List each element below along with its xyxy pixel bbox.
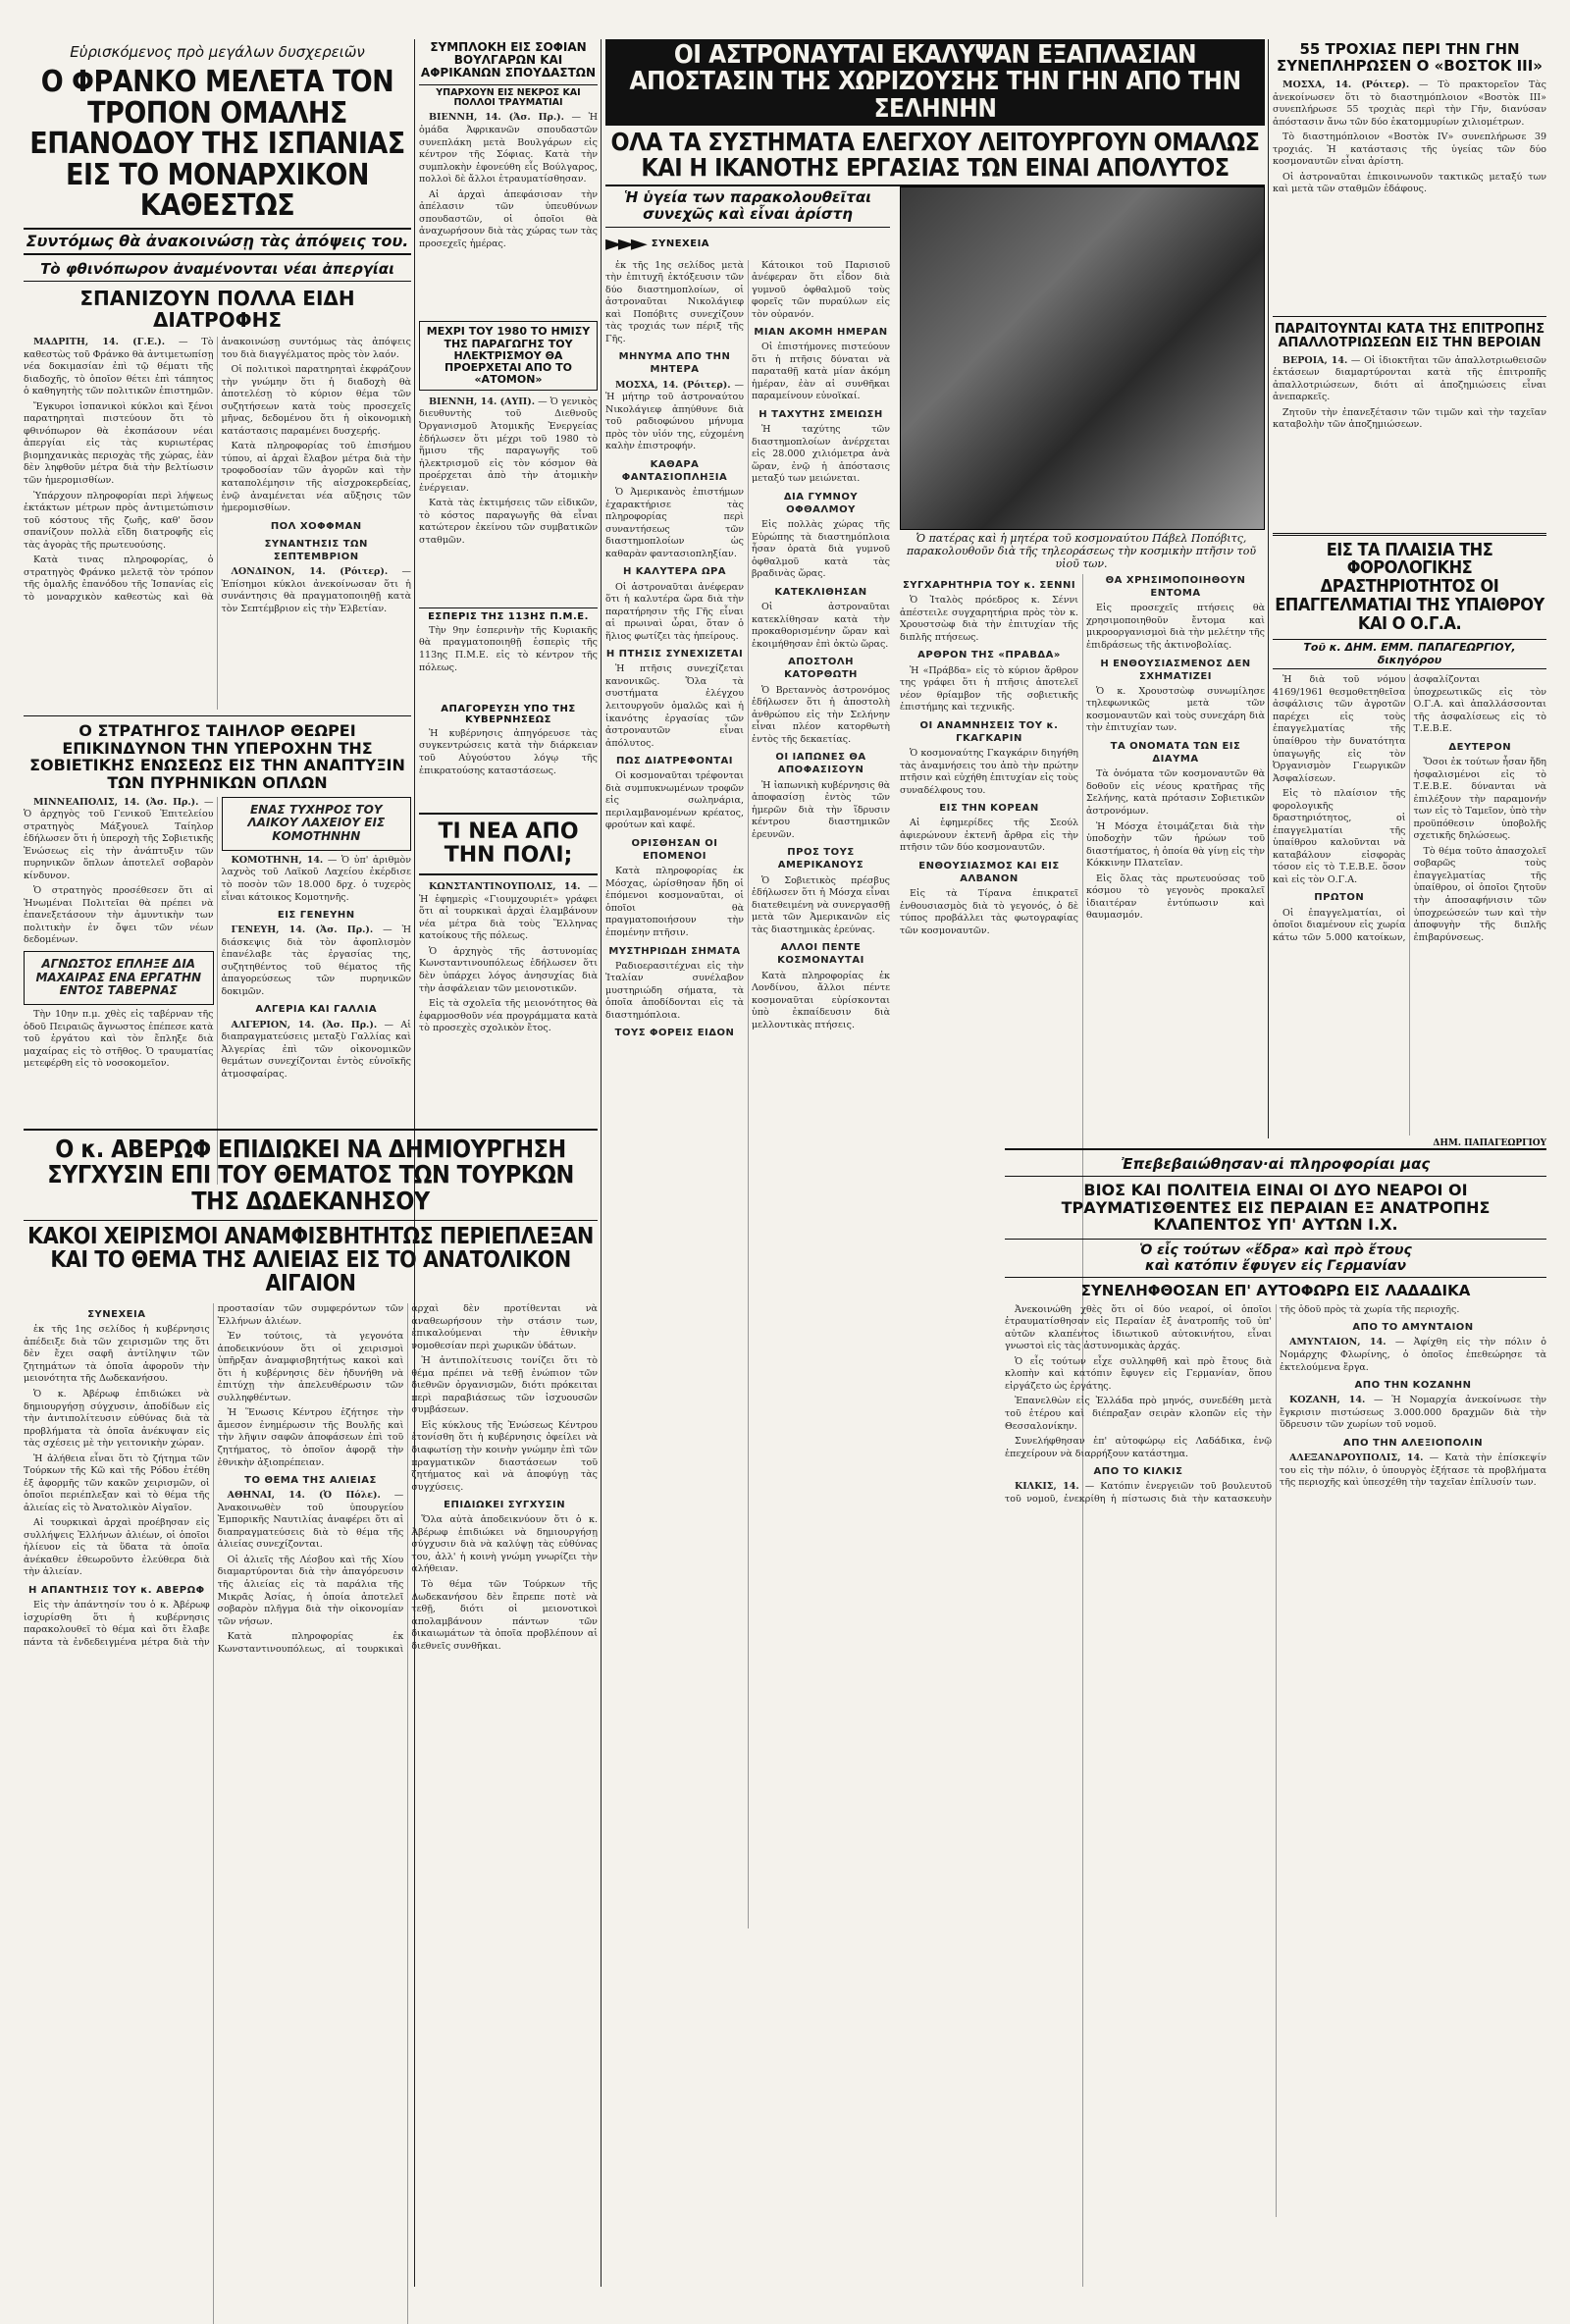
section-heading: ΠΡΟΣ ΤΟΥΣ ΑΜΕΡΙΚΑΝΟΥΣ bbox=[777, 847, 864, 872]
section-heading: ΕΙΣ ΤΗΝ ΚΟΡΕΑΝ bbox=[939, 803, 1039, 815]
peraia-article bbox=[1005, 1148, 1546, 2295]
section-heading: ΠΡΩΤΟΝ bbox=[1314, 892, 1365, 904]
dateline: ΜΙΝΝΕΑΠΟΛΙΣ, 14. (Ἀσ. Πρ.). bbox=[33, 796, 199, 808]
section-heading: ΚΑΤΕΚΛΙΘΗΣΑΝ bbox=[774, 586, 867, 598]
section-heading: ΜΥΣΤΗΡΙΩΔΗ ΣΗΜΑΤΑ bbox=[608, 945, 741, 957]
section-heading: Η ΤΑΧΥΤΗΣ ΣΜΕΙΩΣΗ bbox=[759, 409, 883, 420]
sofia-body: ΒΙΕΝΝΗ, 14. (Ἀσ. Πρ.). — Ἡ ὀμάδα Ἀφρικανῶν σπουδαστῶν συνεπλάκη μετὰ Βουλγάρων εἰς κέντρον τῆς Σόφιας. Κατὰ τὴν συμπλοκὴν ἐφονεύθη εἷς Βούλγαρος, πολλοὶ δὲ ἄλλοι ἐτραυματίσθησαν. Αἱ ἀρχαὶ ἀπεφάσισαν τὴν ἀπέλασιν τῶν ὑπευθύνων σπουδαστῶν, οἱ ὁποῖοι θὰ ἀναχωρήσουν διὰ τὰς χώρας των τὰς προσεχεῖς ἡμέρας. bbox=[419, 112, 599, 249]
continued-label: ΣΥΝΕΧΕΙΑ bbox=[651, 238, 710, 249]
tax-byline: Τοῦ κ. ΔΗΜ. ΕΜΜ. ΠΑΠΑΓΕΩΡΓΙΟΥ, δικηγόρου bbox=[1273, 639, 1546, 669]
veroia-body: ΒΕΡΟΙΑ, 14. — Οἱ ἰδιοκτῆται τῶν ἀπαλλοτριωθεισῶν ἐκτάσεων διαμαρτύρονται κατὰ τῆς ἐπιτροπῆς ἀπαλλοτριώσεων, διότι αἱ ἀποζημιώσεις εἶναι ἀνεπαρκεῖς. Ζητοῦν τὴν ἐπανεξέτασιν τῶν τιμῶν καὶ τὴν ταχεῖαν καταβολὴν τῶν ἀποζημιώσεων. bbox=[1273, 354, 1546, 431]
ban-body: Ἡ κυβέρνησις ἀπηγόρευσε τὰς συγκεντρώσεις κατὰ τὴν διάρκειαν τοῦ Αὐγούστου λόγῳ τῆς ἐπικρατούσης καταστάσεως. bbox=[419, 727, 598, 776]
astronauts-headline: ΟΙ ΑΣΤΡΟΝΑΥΤΑΙ ΕΚΑΛΥΨΑΝ ΕΞΑΠΛΑΣΙΑΝ ΑΠΟΣΤΑΣΙΝ ΤΗΣ ΧΩΡΙΖΟΥΣΗΣ ΤΗΝ ΓΗΝ ΑΠΟ ΤΗΝ ΣΕΛΗΝΗΝ bbox=[629, 40, 1241, 124]
section-heading: ΣΥΝΑΝΤΗΣΙΣ ΤΩΝ ΣΕΠΤΕΜΒΡΙΟΝ bbox=[264, 538, 368, 562]
dateline: ΚΟΖΑΝΗ, 14. bbox=[1289, 1395, 1366, 1406]
section-heading: ΕΝΘΟΥΣΙΑΣΜΟΣ ΚΑΙ ΕΙΣ ΑΛΒΑΝΟΝ bbox=[918, 860, 1060, 885]
dateline: ΑΜΥΝΤΑΙΟΝ, 14. bbox=[1289, 1337, 1387, 1348]
astronauts-body-2: ΣΥΓΧΑΡΗΤΗΡΙΑ ΤΟΥ κ. ΣΕΝΝΙ Ὁ Ἰταλὸς πρόεδρος κ. Σέννι ἀπέστειλε συγχαρητήρια πρὸς τὸν κ. Χρουστσὼφ διὰ τὴν ἐπιτυχίαν τῆς διπλῆς πτήσεως. ΑΡΘΡΟΝ ΤΗΣ «ΠΡΑΒΔΑ» Ἡ «Πράβδα» εἰς τὸ κύριον ἄρθρον της γράφει ὅτι ἡ πτῆσις ἀποτελεῖ νέον θρίαμβον τῆς σοβιετικῆς ἐπιστήμης καὶ τεχνικῆς. ΟΙ ΑΝΑΜΝΗΣΕΙΣ ΤΟΥ κ. ΓΚΑΓΚΑΡΙΝ Ὁ κοσμοναύτης Γκαγκάριν διηγήθη τὰς ἀναμνήσεις του ἀπὸ τὴν πρώτην πτῆσιν καὶ εὐχήθη ἐπιτυχίαν εἰς τοὺς συναδέλφους του. ΕΙΣ ΤΗΝ ΚΟΡΕΑΝ Αἱ ἐφημερίδες τῆς Σεούλ ἀφιερώνουν ἐκτενῆ ἄρθρα εἰς τὴν πτῆσιν τῶν δύο κοσμοναυτῶν. ΕΝΘΟΥΣΙΑΣΜΟΣ ΚΑΙ ΕΙΣ ΑΛΒΑΝΟΝ Εἰς τὰ Τίρανα ἐπικρατεῖ ἐνθουσιασμὸς διὰ τὸ γεγονός, ὁ δὲ τύπος προβάλλει τὰς φωτογραφίας τῶν κοσμοναυτῶν. ΘΑ ΧΡΗΣΙΜΟΠΟΙΗΘΟΥΝ ΕΝΤΟΜΑ Εἰς προσεχεῖς πτήσεις θὰ χρησιμοποιηθοῦν ἔντομα καὶ μικροοργανισμοὶ διὰ τὴν μελέτην τῆς ἐπιδράσεως τῆς ἀκτινοβολίας. Η ΕΝΘΟΥΣΙΑΣΜΕΝΟΣ ΔΕΝ ΣΧΗΜΑΤΙΖΕΙ Ὁ κ. Χρουστσὼφ συνωμίλησε τηλεφωνικῶς μετὰ τῶν κοσμοναυτῶν καὶ τοὺς συνεχάρη διὰ τὴν ἐπιτυχίαν των. ΤΑ ΟΝΟΜΑΤΑ ΤΩΝ ΕΙΣ ΔΙΑΥΜΑ Τὰ ὀνόματα τῶν κοσμοναυτῶν θὰ δοθοῦν εἰς νέους κρατῆρας τῆς Σελήνης, κατὰ πρότασιν Σοβιετικῶν ἀστρονόμων. Ἡ Μόσχα ἑτοιμάζεται διὰ τὴν ὑποδοχὴν τῶν ἡρώων τοῦ διαστήματος, ἡ ὁποία θὰ γίνῃ εἰς τὴν Κόκκινην Πλατεῖαν. Εἰς ὅλας τὰς πρωτευούσας τοῦ κόσμου τὸ γεγονὸς προκαλεῖ ἰδιαιτέραν ἐντύπωσιν καὶ θαυμασμόν. bbox=[900, 575, 1265, 936]
section-heading: ΑΠΑΓΟΡΕΥΣΗ ΥΠΟ ΤΗΣ ΚΥΒΕΡΝΗΣΕΩΣ bbox=[441, 703, 576, 725]
franco-subhead: Τὸ φθινόπωρον ἀναμένονται νέαι ἀπεργίαι bbox=[24, 261, 411, 282]
section-heading: ΔΙΑ ΓΥΜΝΟΥ ΟΦΘΑΛΜΟΥ bbox=[783, 491, 859, 516]
averof-headline: Ο κ. ΑΒΕΡΩΦ ΕΠΙΔΙΩΚΕΙ ΝΑ ΔΗΜΙΟΥΡΓΗΣΗ ΣΥΓΧΥΣΙΝ ΕΠΙ ΤΟΥ ΘΕΜΑΤΟΣ ΤΩΝ ΤΟΥΡΚΩΝ ΤΗΣ ΔΩΔΕΚΑΝΗΣΟΥ bbox=[47, 1135, 574, 1215]
tax-signature: ΔΗΜ. ΠΑΠΑΓΕΩΡΓΙΟΥ bbox=[1433, 1138, 1546, 1149]
column-rule bbox=[1268, 39, 1269, 1138]
section-heading: Η ΚΑΛΥΤΕΡΑ ΩΡΑ bbox=[622, 566, 727, 578]
franco-body: ΜΑΔΡΙΤΗ, 14. (Γ.Ε.). — Τὸ καθεστὼς τοῦ Φράνκο θὰ ἀντιμετωπίσῃ νέα δοκιμασίαν ἐπὶ τῷ θέματι τῆς διαδοχῆς, τὸ ὁποῖον θέτει ἐπὶ τάπητος ὁ καθηγητὴς τῶν πολιτικῶν ἐπιστημῶν. Ἔγκυροι ἰσπανικοὶ κύκλοι καὶ ξένοι παρατηρηταὶ πιστεύουν ὅτι τὸ φθινόπωρον θὰ ἐκσπάσουν νέαι ἀπεργίαι εἰς τὰς κυριωτέρας βιομηχανικὰς περιοχὰς τῆς χώρας, ἐὰν δὲν ληφθοῦν μέτρα διὰ τὴν βελτίωσιν τῶν ἡμερομισθίων. Ὑπάρχουν πληροφορίαι περὶ λήψεως ἐκτάκτων μέτρων πρὸς ἀντιμετώπισιν τοῦ κόστους τῆς ζωῆς, καθ' ὅσον σπανίζουν πολλὰ εἴδη διατροφῆς εἰς τὰς ἀγορὰς τῆς πρωτευούσης. Κατὰ τινας πληροφορίας, ὁ στρατηγὸς Φράνκο μελετᾷ τὸν τρόπον τῆς ὁμαλῆς ἐπανόδου τῆς Ἰσπανίας εἰς τὸ μοναρχικὸν καθεστὼς καὶ θὰ ἀνακοινώσῃ συντόμως τὰς ἀπόψεις του διὰ διαγγέλματος πρὸς τὸν λαόν. Οἱ πολιτικοὶ παρατηρηταὶ ἐκφράζουν τὴν γνώμην ὅτι ἡ διαδοχὴ θὰ ἀποτελέσῃ τὸ κύριον θέμα τῶν συζητήσεων κατὰ τοὺς προσεχεῖς μῆνας, δεδομένου ὅτι ἡ οἰκονομικὴ κατάστασις παραμένει δυσχερής. Κατὰ πληροφορίας τοῦ ἐπισήμου τύπου, αἱ ἀρχαὶ ἔλαβον μέτρα διὰ τὴν τροφοδοσίαν τῶν ἀγορῶν καὶ τὴν καταπολέμησιν τῆς αἰσχροκερδείας, ἐνῷ ἀναμένεται νέα αὔξησις τῶν ἡμερομισθίων. ΠΟΛ ΧΟΦΦΜΑΝ ΣΥΝΑΝΤΗΣΙΣ ΤΩΝ ΣΕΠΤΕΜΒΡΙΟΝ ΛΟΝΔΙΝΟΝ, 14. (Ρόιτερ). — Ἐπίσημοι κύκλοι ἀνεκοίνωσαν ὅτι ἡ συνάντησις θὰ πραγματοποιηθῇ κατὰ τὸν Σεπτέμβριον εἰς τὴν Ἑλβετίαν. bbox=[24, 337, 411, 614]
section-heading: ΜΙΑΝ ΑΚΟΜΗ ΗΜΕΡΑΝ bbox=[754, 327, 888, 339]
dateline: ΒΙΕΝΝΗ, 14. (Ἀσ. Πρ.). bbox=[429, 112, 564, 124]
vostok-body: ΜΟΣΧΑ, 14. (Ρόιτερ). — Τὸ πρακτορεῖον Τὰς ἀνεκοίνωσεν ὅτι τὸ διαστημόπλοιον «Βοστὸκ ΙΙΙ» συνεπλήρωσε 55 τροχιὰς περὶ τὴν Γῆν, διανύσαν ἀπόστασιν ἄνω τῶν δύο ἑκατομμυρίων χιλιομέτρων. Τὸ διαστημόπλοιον «Βοστὸκ IV» συνεπλήρωσε 39 τροχιάς. Ἡ κατάστασις τῆς ὑγείας τῶν δύο κοσμοναυτῶν εἶναι ἀρίστη. Οἱ ἀστροναῦται ἐπικοινωνοῦν τακτικῶς μεταξύ των καὶ μετὰ τῶν σταθμῶν ἐδάφους. bbox=[1273, 79, 1547, 195]
veroia-headline: ΠΑΡΑΙΤΟΥΝΤΑΙ ΚΑΤΑ ΤΗΣ ΕΠΙΤΡΟΠΗΣ ΑΠΑΛΛΟΤΡΙΩΣΕΩΝ ΕΙΣ ΤΗΝ ΒΕΡΟΙΑΝ bbox=[1274, 322, 1545, 351]
dateline: ΚΟΜΟΤΗΝΗ, 14. bbox=[231, 854, 324, 866]
section-heading: ΟΡΙΣΘΗΣΑΝ ΟΙ ΕΠΟΜΕΝΟΙ bbox=[631, 837, 718, 863]
taylor-headline: Ο ΣΤΡΑΤΗΓΟΣ ΤΑΙΗΛΟΡ ΘΕΩΡΕΙ ΕΠΙΚΙΝΔΥΝΟΝ ΤΗΝ ΥΠΕΡΟΧΗΝ ΤΗΣ ΣΟΒΙΕΤΙΚΗΣ ΕΝΩΣΕΩΣ ΕΙΣ ΤΗΝ ΑΝΑΠΤΥΞΙΝ ΤΩΝ ΠΥΡΗΝΙΚΩΝ ΟΠΛΩΝ bbox=[29, 721, 405, 792]
section-heading: ΤΟ ΘΕΜΑ ΤΗΣ ΑΛΙΕΙΑΣ bbox=[244, 1475, 377, 1487]
section-heading: ΑΠΟ ΤΗΝ ΑΛΕΞΙΟΠΟΛΙΝ bbox=[1342, 1437, 1484, 1449]
astronauts-subheadline: ΟΛΑ ΤΑ ΣΥΣΤΗΜΑΤΑ ΕΛΕΓΧΟΥ ΛΕΙΤΟΥΡΓΟΥΝ ΟΜΑΛΩΣ ΚΑΙ Η ΙΚΑΝΟΤΗΣ ΕΡΓΑΣΙΑΣ ΤΩΝ ΕΙΝΑΙ ΑΠΟΛΥΤΟΣ bbox=[610, 127, 1260, 183]
continued-label: ΣΥΝΕΧΕΙΑ bbox=[87, 1309, 146, 1321]
section-heading: ΜΗΝΥΜΑ ΑΠΟ ΤΗΝ ΜΗΤΕΡΑ bbox=[618, 351, 731, 376]
section-heading: ΕΠΙΔΙΩΚΕΙ ΣΥΓΧΥΣΙΝ bbox=[444, 1500, 566, 1511]
franco-subhead: ΣΠΑΝΙΖΟΥΝ ΠΟΛΛΑ ΕΙΔΗ ΔΙΑΤΡΟΦΗΣ bbox=[79, 287, 355, 333]
poli-body: ΚΩΝΣΤΑΝΤΙΝΟΥΠΟΛΙΣ, 14. — Ἡ ἐφημερὶς «Γιουμχουριέτ» γράφει ὅτι αἱ τουρκικαὶ ἀρχαὶ ἐλαμβάνουν νέα μέτρα διὰ τοὺς Ἕλληνας κατοίκους τῆς πόλεως. Ὁ ἀρχηγὸς τῆς ἀστυνομίας Κωνσταντινουπόλεως ἐδήλωσεν ὅτι δὲν ὑπάρχει λόγος ἀνησυχίας διὰ τὴν ἀσφάλειαν τῶν μειονοτικῶν. Εἰς τὰ σχολεῖα τῆς μειονότητος θὰ ἐφαρμοσθοῦν νέα προγράμματα κατὰ τὸ προσεχὲς σχολικὸν ἔτος. bbox=[419, 881, 598, 1034]
tax-body: Ἡ διὰ τοῦ νόμου 4169/1961 θεσμοθετηθεῖσα ἀσφάλισις τῶν ἀγροτῶν παρέχει εἰς τοὺς ἐπαγγελματίας τῆς ὑπαίθρου τὴν δυνατότητα ὑπαγωγῆς εἰς τὸν Ὀργανισμὸν Γεωργικῶν Ἀσφαλίσεων. Εἰς τὸ πλαίσιον τῆς φορολογικῆς δραστηριότητος, οἱ ἐπαγγελματίαι τῆς ὑπαίθρου καλοῦνται νὰ καταβάλουν εἰσφορὰς τόσον εἰς τὸ Τ.Ε.Β.Ε. ὅσον καὶ εἰς τὸν Ο.Γ.Α. ΠΡΩΤΟΝ Οἱ ἐπαγγελματίαι, οἱ ὁποῖοι διαμένουν εἰς χωρία κάτω τῶν 5.000 κατοίκων, ἀσφαλίζονται ὑποχρεωτικῶς εἰς τὸν Ο.Γ.Α. καὶ ἀπαλλάσσονται τῆς ἀσφαλίσεως εἰς τὸ Τ.Ε.Β.Ε. ΔΕΥΤΕΡΟΝ Ὅσοι ἐκ τούτων ἦσαν ἤδη ἠσφαλισμένοι εἰς τὸ Τ.Ε.Β.Ε. δύνανται νὰ ἐπιλέξουν τὴν παραμονήν των εἰς τὸ Ταμεῖον, ὑπὸ τὴν προϋπόθεσιν ὑποβολῆς σχετικῆς δηλώσεως. Τὸ θέμα τοῦτο ἀπασχολεῖ σοβαρῶς τοὺς ἐπαγγελματίας τῆς ὑπαίθρου, οἱ ὁποῖοι ζητοῦν τὴν ἀποσαφήνισιν τῶν ὑποχρεώσεών των καὶ τὴν ἀποφυγὴν τῆς διπλῆς ἐπιβαρύνσεως. bbox=[1273, 674, 1546, 943]
section-heading: ΚΑΘΑΡΑ ΦΑΝΤΑΣΙΟΠΛΗΞΙΑ bbox=[621, 458, 728, 483]
section-heading: ΕΣΠΕΡΙΣ ΤΗΣ 113ΗΣ Π.Μ.Ε. bbox=[419, 607, 598, 622]
section-heading: ΕΙΣ ΓΕΝΕΥΗΝ bbox=[277, 910, 355, 922]
section-heading: ΑΠΟ ΤΗΝ ΚΟΖΑΝΗΝ bbox=[1354, 1380, 1472, 1392]
atom-headline: ΜΕΧΡΙ ΤΟΥ 1980 ΤΟ ΗΜΙΣΥ ΤΗΣ ΠΑΡΑΓΩΓΗΣ ΤΟΥ ΗΛΕΚΤΡΙΣΜΟΥ ΘΑ ΠΡΟΕΡΧΕΤΑΙ ΑΠΟ ΤΟ «ΑΤΟΜΟΝ» bbox=[426, 325, 591, 386]
section-heading: ΠΩΣ ΔΙΑΤΡΕΦΟΝΤΑΙ bbox=[615, 756, 733, 767]
atom-body: ΒΙΕΝΝΗ, 14. (ΑΥΠ). — Ὁ γενικὸς διευθυντὴς τοῦ Διεθνοῦς Ὀργανισμοῦ Ἀτομικῆς Ἐνεργείας ἐδήλωσεν ὅτι μέχρι τοῦ 1980 τὸ ἥμισυ τῆς παραγωγῆς τοῦ ἠλεκτρισμοῦ εἰς τὸν κόσμον θὰ προέρχεται ἀπὸ τὴν ἀτομικὴν ἐνέργειαν. Κατὰ τὰς ἐκτιμήσεις τῶν εἰδικῶν, τὸ κόστος παραγωγῆς θὰ εἶναι κατώτερον ἐκείνου τῶν συμβατικῶν σταθμῶν. bbox=[419, 396, 598, 546]
dateline: ΒΕΡΟΙΑ, 14. bbox=[1282, 354, 1348, 366]
averof-article bbox=[24, 1129, 598, 2295]
vostok-headline: 55 ΤΡΟΧΙΑΣ ΠΕΡΙ ΤΗΝ ΓΗΝ ΣΥΝΕΠΛΗΡΩΣΕΝ Ο «ΒΟΣΤΟΚ III» bbox=[1277, 40, 1543, 75]
section-heading: ΘΑ ΧΡΗΣΙΜΟΠΟΙΗΘΟΥΝ ΕΝΤΟΜΑ bbox=[1105, 575, 1246, 600]
peraia-subhead: καὶ κατόπιν ἔφυγεν εἰς Γερμανίαν bbox=[1005, 1258, 1546, 1278]
parents-photo bbox=[900, 186, 1265, 530]
peraia-headline: ΒΙΟΣ ΚΑΙ ΠΟΛΙΤΕΙΑ ΕΙΝΑΙ ΟΙ ΔΥΟ ΝΕΑΡΟΙ ΟΙ ΤΡΑΥΜΑΤΙΣΘΕΝΤΕΣ ΕΙΣ ΠΕΡΑΙΑΝ ΕΞ ΑΝΑΤΡΟΠΗΣ ΚΛΑΠΕΝΤΟΣ ΥΠ' ΑΥΤΩΝ Ι.Χ. bbox=[1061, 1181, 1491, 1235]
section-heading: ΑΛΓΕΡΙΑ ΚΑΙ ΓΑΛΛΙΑ bbox=[255, 1004, 378, 1016]
knife-attack-headline: ΑΓΝΩΣΤΟΣ ΕΠΛΗΞΕ ΔΙΑ ΜΑΧΑΙΡΑΣ ΕΝΑ ΕΡΓΑΤΗΝ ΕΝΤΟΣ ΤΑΒΕΡΝΑΣ bbox=[35, 956, 202, 998]
vostok-article bbox=[1273, 39, 1547, 1149]
section-heading: ΠΟΛ ΧΟΦΦΜΑΝ bbox=[270, 520, 362, 532]
column-rule bbox=[601, 39, 602, 2287]
section-heading: ΑΛΛΟΙ ΠΕΝΤΕ ΚΟΣΜΟΝΑΥΤΑΙ bbox=[777, 942, 864, 967]
health-subhead: Ἡ ὑγεία των παρακολουθεῖται συνεχῶς καὶ εἶναι ἀρίστη bbox=[605, 186, 890, 228]
section-heading: ΑΠΟΣΤΟΛΗ ΚΑΤΟΡΘΩΤΗ bbox=[784, 657, 858, 681]
poli-headline: ΤΙ ΝΕΑ ΑΠΟ ΤΗΝ ΠΟΛΙ; bbox=[438, 819, 579, 869]
peraia-body: Ἀνεκοινώθη χθὲς ὅτι οἱ δύο νεαροί, οἱ ὁποῖοι ἐτραυματίσθησαν εἰς Περαίαν ἐξ ἀνατροπῆς τοῦ ὑπ' αὐτῶν κλαπέντος ἰδιωτικοῦ αὐτοκινήτου, εἶναι γνωστοὶ εἰς τὰς ἀστυνομικὰς ἀρχάς. Ὁ εἷς τούτων εἶχε συλληφθῆ καὶ πρὸ ἔτους διὰ κλοπὴν καὶ κατόπιν ἔφυγεν εἰς Γερμανίαν, ὅπου εἰργάζετο ὡς ἐργάτης. Ἐπανελθὼν εἰς Ἑλλάδα πρὸ μηνός, συνεδέθη μετὰ τοῦ ἑτέρου καὶ διέπραξαν σειρὰν κλοπῶν εἰς τὴν Θεσσαλονίκην. Συνελήφθησαν ἐπ' αὐτοφώρῳ εἰς Λαδάδικα, ἐνῷ ἐπεχείρουν νὰ διαρρήξουν κατάστημα. ΑΠΟ ΤΟ ΚΙΛΚΙΣ ΚΙΛΚΙΣ, 14. — Κατόπιν ἐνεργειῶν τοῦ βουλευτοῦ τοῦ νομοῦ, ἐνεκρίθη ἡ πίστωσις διὰ τὴν κατασκευὴν τῆς ὁδοῦ πρὸς τὰ χωρία τῆς περιοχῆς. ΑΠΟ ΤΟ ΑΜΥΝΤΑΙΟΝ ΑΜΥΝΤΑΙΟΝ, 14. — Ἀφίχθη εἰς τὴν πόλιν ὁ Νομάρχης Φλωρίνης, ὁ ὁποῖος ἐπεθεώρησε τὰ ἐκτελούμενα ἔργα. ΑΠΟ ΤΗΝ ΚΟΖΑΝΗΝ ΚΟΖΑΝΗ, 14. — Ἡ Νομαρχία ἀνεκοίνωσε τὴν ἔγκρισιν πιστώσεως 3.000.000 δραχμῶν διὰ τὴν ὕδρευσιν τῶν χωρίων τοῦ νομοῦ. ΑΠΟ ΤΗΝ ΑΛΕΞΙΟΠΟΛΙΝ ΑΛΕΞΑΝΔΡΟΥΠΟΛΙΣ, 14. — Κατὰ τὴν ἐπίσκεψίν του εἰς τὴν πόλιν, ὁ ὑπουργὸς ἐξήτασε τὰ προβλήματα τῆς περιοχῆς καὶ ὑπεσχέθη τὴν ταχεῖαν ἐπίλυσίν των. bbox=[1005, 1303, 1546, 1505]
section-heading: Η ΕΝΘΟΥΣΙΑΣΜΕΝΟΣ ΔΕΝ ΣΧΗΜΑΤΙΖΕΙ bbox=[1100, 658, 1251, 682]
taylor-body: ΜΙΝΝΕΑΠΟΛΙΣ, 14. (Ἀσ. Πρ.). — Ὁ ἀρχηγὸς τοῦ Γενικοῦ Ἐπιτελείου στρατηγὸς Μάξγουελ Ταίηλορ ἐδήλωσεν ὅτι ἡ ὑπεροχὴ τῆς Σοβιετικῆς Ἑνώσεως εἰς τὴν ἀνάπτυξιν τῶν πυρηνικῶν ὅπλων ἀποτελεῖ σοβαρὸν κίνδυνον. Ὁ στρατηγὸς προσέθεσεν ὅτι αἱ Ἡνωμέναι Πολιτεῖαι θὰ πρέπει νὰ ἐπανεξετάσουν τὴν ἀμυντικὴν των πολιτικὴν ἐν ὄψει τῶν νέων δεδομένων. ΑΓΝΩΣΤΟΣ ΕΠΛΗΞΕ ΔΙΑ ΜΑΧΑΙΡΑΣ ΕΝΑ ΕΡΓΑΤΗΝ ΕΝΤΟΣ ΤΑΒΕΡΝΑΣ Τὴν 10ην π.μ. χθὲς εἰς ταβέρναν τῆς ὁδοῦ Πειραιῶς ἄγνωστος ἐπέπεσε κατὰ τοῦ ἐργάτου καὶ τὸν ἔπληξε διὰ μαχαίρας εἰς τὸ στῆθος. Ὁ τραυματίας μετεφέρθη εἰς τὸ νοσοκομεῖον. ΕΝΑΣ ΤΥΧΗΡΟΣ ΤΟΥ ΛΑΙΚΟΥ ΛΑΧΕΙΟΥ ΕΙΣ ΚΟΜΟΤΗΝΗΝ ΚΟΜΟΤΗΝΗ, 14. — Ὁ ὑπ' ἀριθμὸν λαχνὸς τοῦ Λαϊκοῦ Λαχείου ἐκέρδισε τὸ ποσὸν τῶν 18.000 δρχ. ὁ τυχερὸς εἶναι κάτοικος Κομοτηνῆς. ΕΙΣ ΓΕΝΕΥΗΝ ΓΕΝΕΥΗ, 14. (Ἀσ. Πρ.). — Ἡ διάσκεψις διὰ τὸν ἀφοπλισμὸν ἐπανέλαβε τὰς ἐργασίας της, συζητηθέντος τοῦ θέματος τῆς ἀπαγορεύσεως τῶν πυρηνικῶν δοκιμῶν. ΑΛΓΕΡΙΑ ΚΑΙ ΓΑΛΛΙΑ ΑΛΓΕΡΙΟΝ, 14. (Ἀσ. Πρ.). — Αἱ διαπραγματεύσεις μεταξὺ Γαλλίας καὶ Ἀλγερίας ἐπὶ τῶν οἰκονομικῶν θεμάτων συνεχίζονται ἐντὸς εὐνοϊκῆς ἀτμοσφαίρας. bbox=[24, 796, 412, 1080]
peraia-subhead: ΣΥΝΕΛΗΦΘΟΣΑΝ ΕΠ' ΑΥΤΟΦΩΡΩ ΕΙΣ ΛΑΔΑΔΙΚΑ bbox=[1080, 1282, 1471, 1300]
dateline: ΒΙΕΝΝΗ, 14. (ΑΥΠ). bbox=[429, 396, 536, 407]
section-heading: ΑΠΟ ΤΟ ΚΙΛΚΙΣ bbox=[1093, 1466, 1183, 1478]
section-heading: ΟΙ ΙΑΠΩΝΕΣ ΘΑ ΑΠΟΦΑΣΙΣΟΥΝ bbox=[775, 752, 866, 776]
franco-article bbox=[24, 39, 411, 1119]
arrows-icon: ►►► bbox=[605, 231, 644, 256]
dateline: ΑΛΓΕΡΙΟΝ, 14. (Ἀσ. Πρ.). bbox=[231, 1019, 378, 1030]
section-heading: ΤΟΥΣ ΦΟΡΕΙΣ ΕΙΔΟΝ bbox=[614, 1028, 735, 1039]
peraia-subhead: Ὁ εἷς τούτων «ἔδρα» καὶ πρὸ ἔτους bbox=[1005, 1239, 1546, 1258]
confirm-kicker: Ἐπεβεβαιώθησαν·αἱ πληροφορίαι μας bbox=[1005, 1156, 1546, 1177]
sofia-subhead: ΥΠΑΡΧΟΥΝ ΕΙΣ ΝΕΚΡΟΣ ΚΑΙ ΠΟΛΛΟΙ ΤΡΑΥΜΑΤΙΑΙ bbox=[419, 84, 598, 109]
section-heading: ΟΙ ΑΝΑΜΝΗΣΕΙΣ ΤΟΥ κ. ΓΚΑΓΚΑΡΙΝ bbox=[919, 719, 1059, 744]
section-heading: Η ΑΠΑΝΤΗΣΙΣ ΤΟΥ κ. ΑΒΕΡΩΦ bbox=[28, 1584, 205, 1596]
dateline: ΜΑΔΡΙΤΗ, 14. (Γ.Ε.). bbox=[33, 337, 166, 348]
dateline: ΑΘΗΝΑΙ, 14. (Ὀ Πόλε). bbox=[227, 1490, 381, 1502]
dateline: ΜΟΣΧΑ, 14. (Ρόιτερ). bbox=[1282, 79, 1410, 90]
averof-subhead: ΚΑΚΟΙ ΧΕΙΡΙΣΜΟΙ ΑΝΑΜΦΙΣΒΗΤΗΤΩΣ ΠΕΡΙΕΠΛΕΞΑΝ ΚΑΙ ΤΟ ΘΕΜΑ ΤΗΣ ΑΛΙΕΙΑΣ ΕΙΣ ΤΟ ΑΝΑΤΟΛΙΚΟΝ ΑΙΓΑΙΟΝ bbox=[24, 1220, 598, 1295]
section-heading: ΔΕΥΤΕΡΟΝ bbox=[1448, 741, 1512, 753]
section-heading: ΣΥΓΧΑΡΗΤΗΡΙΑ ΤΟΥ κ. ΣΕΝΝΙ bbox=[902, 580, 1076, 591]
photo-caption: Ὁ πατέρας καὶ ἡ μητέρα τοῦ κοσμοναύτου Πάβελ Ποπόβιτς, παρακολουθοῦν διὰ τῆς τηλεοράσεως τὴν κοσμικὴν πτῆσιν τοῦ υἱοῦ των. bbox=[906, 532, 1257, 570]
evening-body: Τὴν 9ην ἑσπερινὴν τῆς Κυριακῆς θὰ πραγματοποιηθῇ ἑσπερὶς τῆς 113ης Π.Μ.Ε. εἰς τὸ κέντρον τῆς πόλεως. bbox=[419, 624, 598, 673]
sofia-headline: ΣΥΜΠΛΟΚΗ ΕΙΣ ΣΟΦΙΑΝ ΒΟΥΛΓΑΡΩΝ ΚΑΙ ΑΦΡΙΚΑΝΩΝ ΣΠΟΥΔΑΣΤΩΝ bbox=[420, 40, 597, 80]
dateline: ΓΕΝΕΥΗ, 14. (Ἀσ. Πρ.). bbox=[231, 924, 374, 936]
section-heading: ΤΑ ΟΝΟΜΑΤΑ ΤΩΝ ΕΙΣ ΔΙΑΥΜΑ bbox=[1110, 741, 1241, 766]
dateline: ΚΩΝΣΤΑΝΤΙΝΟΥΠΟΛΙΣ, 14. bbox=[429, 881, 581, 893]
section-heading: ΑΠΟ ΤΟ ΑΜΥΝΤΑΙΟΝ bbox=[1352, 1322, 1474, 1334]
averof-body: ΣΥΝΕΧΕΙΑ ἐκ τῆς 1ης σελίδος ἡ κυβέρνησις ἀπέδειξε διὰ τῶν χειρισμῶν της ὅτι δὲν ἔχει σαφῆ ἀντίληψιν τῶν ζητημάτων τὰ ὁποῖα ἀφοροῦν τὴν μειονότητα τῆς Δωδεκανήσου. Ὁ κ. Ἀβέρωφ ἐπιδιώκει νὰ δημιουργήσῃ σύγχυσιν, ἀποδίδων εἰς τὴν ἀντιπολίτευσιν εὐθύνας διὰ τὰ προβλήματα τὰ ὁποῖα ἀνέκυψαν εἰς τὰς σχέσεις μὲ τὴν γειτονικὴν χώραν. Ἡ ἀλήθεια εἶναι ὅτι τὸ ζήτημα τῶν Τούρκων τῆς Κῶ καὶ τῆς Ρόδου ἐτέθη ἐξ ἀφορμῆς τῶν κακῶν χειρισμῶν, οἱ ὁποῖοι περιέπλεξαν καὶ τὸ θέμα τῆς ἀλιείας εἰς τὸ Ἀνατολικὸν Αἰγαῖον. Αἱ τουρκικαὶ ἀρχαὶ προέβησαν εἰς συλλήψεις Ἑλλήνων ἁλιέων, οἱ ὁποῖοι ἠλίευον εἰς τὰ ὕδατα τὰ ὁποῖα ἀνέκαθεν ἐθεωροῦντο ἐλεύθερα διὰ τὴν ἁλιείαν. Η ΑΠΑΝΤΗΣΙΣ ΤΟΥ κ. ΑΒΕΡΩΦ Εἰς τὴν ἀπάντησίν του ὁ κ. Ἀβέρωφ ἰσχυρίσθη ὅτι ἡ κυβέρνησις παρακολουθεῖ τὸ θέμα καὶ ὅτι ἔλαβε πάντα τὰ ἐνδεδειγμένα μέτρα διὰ τὴν προστασίαν τῶν συμφερόντων τῶν Ἑλλήνων ἁλιέων. Ἐν τούτοις, τὰ γεγονότα ἀποδεικνύουν ὅτι οἱ χειρισμοὶ ὑπῆρξαν ἀναμφισβητήτως κακοὶ καὶ ὅτι ἡ κυβέρνησις δὲν ἠδυνήθη νὰ ἐπιτύχῃ τὴν ἀπελευθέρωσιν τῶν συλληφθέντων. Ἡ Ἕνωσις Κέντρου ἐζήτησε τὴν ἄμεσον ἐνημέρωσιν τῆς Βουλῆς καὶ τὴν λῆψιν σαφῶν ἀποφάσεων ἐπὶ τοῦ ζητήματος, τὸ ὁποῖον ἀφορᾷ τὴν ἐθνικὴν ἀξιοπρέπειαν. ΤΟ ΘΕΜΑ ΤΗΣ ΑΛΙΕΙΑΣ ΑΘΗΝΑΙ, 14. (Ὀ Πόλε). — Ἀνακοινωθὲν τοῦ ὑπουργείου Ἐμπορικῆς Ναυτιλίας ἀναφέρει ὅτι αἱ διαπραγματεύσεις διὰ τὸ θέμα τῆς ἀλιείας συνεχίζονται. Οἱ ἁλιεῖς τῆς Λέσβου καὶ τῆς Χίου διαμαρτύρονται διὰ τὴν ἀπαγόρευσιν τῆς ἁλιείας εἰς τὰ παράλια τῆς Μικρᾶς Ἀσίας, ἡ ὁποία ἀποτελεῖ σοβαρὸν πλῆγμα διὰ τὴν οἰκονομίαν τῶν νήσων. Κατὰ πληροφορίας ἐκ Κωνσταντινουπόλεως, αἱ τουρκικαὶ ἀρχαὶ δὲν προτίθενται νὰ ἀναθεωρήσουν τὴν στάσιν των, ἐπικαλούμεναι τὴν ἐθνικὴν νομοθεσίαν περὶ χωρικῶν ὑδάτων. Ἡ ἀντιπολίτευσις τονίζει ὅτι τὸ θέμα πρέπει νὰ τεθῇ ἐνώπιον τῶν διεθνῶν ὀργανισμῶν, διότι πρόκειται περὶ παραβιάσεως τῶν ἰσχυουσῶν συμβάσεων. Εἰς κύκλους τῆς Ἑνώσεως Κέντρου ἐτονίσθη ὅτι ἡ κυβέρνησις ὀφείλει νὰ διαφωτίσῃ τὴν κοινὴν γνώμην ἐπὶ τῶν πραγματικῶν διαστάσεων τοῦ ζητήματος καὶ νὰ ἀποφύγῃ τὰς συγχύσεις. ΕΠΙΔΙΩΚΕΙ ΣΥΓΧΥΣΙΝ Ὅλα αὐτὰ ἀποδεικνύουν ὅτι ὁ κ. Ἀβέρωφ ἐπιδιώκει νὰ δημιουργήσῃ σύγχυσιν διὰ νὰ καλύψῃ τὰς εὐθύνας του, ἀλλ' ἡ κοινὴ γνώμη γνωρίζει τὴν ἀλήθειαν. Τὸ θέμα τῶν Τούρκων τῆς Δωδεκανήσου δὲν ἔπρεπε ποτὲ νὰ τεθῇ, διότι οἱ μειονοτικοὶ ἀπολαμβάνουν πάντων τῶν δικαιωμάτων τὰ ὁποῖα προβλέπουν αἱ διεθνεῖς συνθῆκαι. bbox=[24, 1303, 598, 1655]
section-heading: ΑΡΘΡΟΝ ΤΗΣ «ΠΡΑΒΔΑ» bbox=[917, 650, 1061, 661]
lottery-headline: ΕΝΑΣ ΤΥΧΗΡΟΣ ΤΟΥ ΛΑΙΚΟΥ ΛΑΧΕΙΟΥ ΕΙΣ ΚΟΜΟΤΗΝΗΝ bbox=[247, 802, 386, 844]
franco-headline: Ο ΦΡΑΝΚΟ ΜΕΛΕΤΑ ΤΟΝ ΤΡΟΠΟΝ ΟΜΑΛΗΣ ΕΠΑΝΟΔΟΥ ΤΗΣ ΙΣΠΑΝΙΑΣ ΕΙΣ ΤΟ ΜΟΝΑΡΧΙΚΟΝ ΚΑΘΕΣΤΩΣ bbox=[29, 65, 405, 223]
newspaper-page bbox=[24, 39, 1546, 2287]
kicker: Εὑρισκόμενος πρὸ μεγάλων δυσχερειῶν bbox=[70, 43, 365, 61]
franco-subhead: Συντόμως θὰ ἀνακοινώσῃ τὰς ἀπόψεις του. bbox=[26, 231, 409, 250]
astronauts-body: ἐκ τῆς 1ης σελίδος μετὰ τὴν ἐπιτυχῆ ἐκτόξευσιν τῶν δύο διαστημοπλοίων, οἱ ἀστροναῦται Νικολάγιεφ καὶ Ποπόβιτς συνεχίζουν τὰς τροχιάς των πέριξ τῆς Γῆς. ΜΗΝΥΜΑ ΑΠΟ ΤΗΝ ΜΗΤΕΡΑ ΜΟΣΧΑ, 14. (Ρόιτερ). — Ἡ μήτηρ τοῦ ἀστροναύτου Νικολάγιεφ ἀπηύθυνε διὰ τοῦ ραδιοφώνου μήνυμα πρὸς τὸν υἱόν της, εὐχομένη καλὴν ἐπιστροφήν. ΚΑΘΑΡΑ ΦΑΝΤΑΣΙΟΠΛΗΞΙΑ Ὁ Ἀμερικανὸς ἐπιστήμων ἐχαρακτήρισε τὰς πληροφορίας περὶ συναντήσεως τῶν διαστημοπλοίων ὡς καθαρὰν φαντασιοπληξίαν. Η ΚΑΛΥΤΕΡΑ ΩΡΑ Οἱ ἀστροναῦται ἀνέφεραν ὅτι ἡ καλυτέρα ὥρα διὰ τὴν παρατήρησιν τῆς Γῆς εἶναι αἱ πρωιναὶ ὧραι, ὅταν ὁ ἥλιος φωτίζει τὰς ἠπείρους. Η ΠΤΗΣΙΣ ΣΥΝΕΧΙΖΕΤΑΙ Ἡ πτῆσις συνεχίζεται κανονικῶς. Ὅλα τὰ συστήματα ἐλέγχου λειτουργοῦν ὁμαλῶς καὶ ἡ ἱκανότης ἐργασίας τῶν ἀστροναυτῶν εἶναι ἀπόλυτος. ΠΩΣ ΔΙΑΤΡΕΦΟΝΤΑΙ Οἱ κοσμοναῦται τρέφονται διὰ συμπυκνωμένων τροφῶν εἰς σωληνάρια, περιλαμβανομένων κρέατος, φρούτων καὶ καφέ. ΟΡΙΣΘΗΣΑΝ ΟΙ ΕΠΟΜΕΝΟΙ Κατὰ πληροφορίας ἐκ Μόσχας, ὡρίσθησαν ἤδη οἱ ἐπόμενοι κοσμοναῦται, οἱ ὁποῖοι θὰ πραγματοποιήσουν τὴν ἑπομένην πτῆσιν. ΜΥΣΤΗΡΙΩΔΗ ΣΗΜΑΤΑ Ραδιοερασιτέχναι εἰς τὴν Ἰταλίαν συνέλαβον μυστηριώδη σήματα, τὰ ὁποῖα ἀποδίδονται εἰς τὰ διαστημόπλοια. ΤΟΥΣ ΦΟΡΕΙΣ ΕΙΔΟΝ Κάτοικοι τοῦ Παρισιοῦ ἀνέφεραν ὅτι εἶδον διὰ γυμνοῦ ὀφθαλμοῦ τοὺς φορεῖς τῶν πυραύλων εἰς τὸν οὐρανόν. ΜΙΑΝ ΑΚΟΜΗ ΗΜΕΡΑΝ Οἱ ἐπιστήμονες πιστεύουν ὅτι ἡ πτῆσις δύναται νὰ παραταθῇ κατὰ μίαν ἀκόμη ἡμέραν, ἐὰν αἱ συνθῆκαι παραμείνουν εὐνοϊκαί. Η ΤΑΧΥΤΗΣ ΣΜΕΙΩΣΗ Ἡ ταχύτης τῶν διαστημοπλοίων ἀνέρχεται εἰς 28.000 χιλιόμετρα ἀνὰ ὥραν, ἐνῷ ἡ ἀπόστασις μεταξύ των μειώνεται. ΔΙΑ ΓΥΜΝΟΥ ΟΦΘΑΛΜΟΥ Εἰς πολλὰς χώρας τῆς Εὐρώπης τὰ διαστημόπλοια ἦσαν ὁρατὰ διὰ γυμνοῦ ὀφθαλμοῦ κατὰ τὰς βραδινὰς ὥρας. ΚΑΤΕΚΛΙΘΗΣΑΝ Οἱ ἀστροναῦται κατεκλίθησαν κατὰ τὴν προκαθορισμένην ὥραν καὶ ἐκοιμήθησαν ἐπὶ ὀκτὼ ὥρας. ΑΠΟΣΤΟΛΗ ΚΑΤΟΡΘΩΤΗ Ὁ Βρεταννὸς ἀστρονόμος ἐδήλωσεν ὅτι ἡ ἀποστολὴ ἀνθρώπου εἰς τὴν Σελήνην εἶναι πλέον κατορθωτὴ ἐντὸς τῆς δεκαετίας. ΟΙ ΙΑΠΩΝΕΣ ΘΑ ΑΠΟΦΑΣΙΣΟΥΝ Ἡ ἰαπωνικὴ κυβέρνησις θὰ ἀποφασίσῃ ἐντὸς τῶν ἡμερῶν διὰ τὴν ἵδρυσιν κέντρου διαστημικῶν ἐρευνῶν. ΠΡΟΣ ΤΟΥΣ ΑΜΕΡΙΚΑΝΟΥΣ Ὁ Σοβιετικὸς πρέσβυς ἐδήλωσεν ὅτι ἡ Μόσχα εἶναι διατεθειμένη νὰ συνεργασθῇ μετὰ τῶν Ἀμερικανῶν εἰς τὰς διαστημικὰς ἐρεύνας. ΑΛΛΟΙ ΠΕΝΤΕ ΚΟΣΜΟΝΑΥΤΑΙ Κατὰ πληροφορίας ἐκ Λονδίνου, ἄλλοι πέντε κοσμοναῦται εὑρίσκονται ὑπὸ ἐκπαίδευσιν διὰ μελλοντικὰς πτήσεις. bbox=[605, 259, 890, 1039]
sofia-article bbox=[419, 39, 598, 1119]
section-heading: Η ΠΤΗΣΙΣ ΣΥΝΕΧΙΖΕΤΑΙ bbox=[605, 649, 744, 660]
tax-headline: ΕΙΣ ΤΑ ΠΛΑΙΣΙΑ ΤΗΣ ΦΟΡΟΛΟΓΙΚΗΣ ΔΡΑΣΤΗΡΙΟΤΗΤΟΣ ΟΙ ΕΠΑΓΓΕΛΜΑΤΙΑΙ ΤΗΣ ΥΠΑΙΘΡΟΥ ΚΑΙ Ο Ο.Γ.Α. bbox=[1275, 539, 1544, 635]
dateline: ΚΙΛΚΙΣ, 14. bbox=[1015, 1481, 1079, 1493]
dateline: ΑΛΕΞΑΝΔΡΟΥΠΟΛΙΣ, 14. bbox=[1289, 1452, 1424, 1463]
dateline: ΛΟΝΔΙΝΟΝ, 14. (Ρόιτερ). bbox=[231, 566, 389, 578]
dateline: ΜΟΣΧΑ, 14. (Ρόιτερ). bbox=[615, 379, 731, 391]
